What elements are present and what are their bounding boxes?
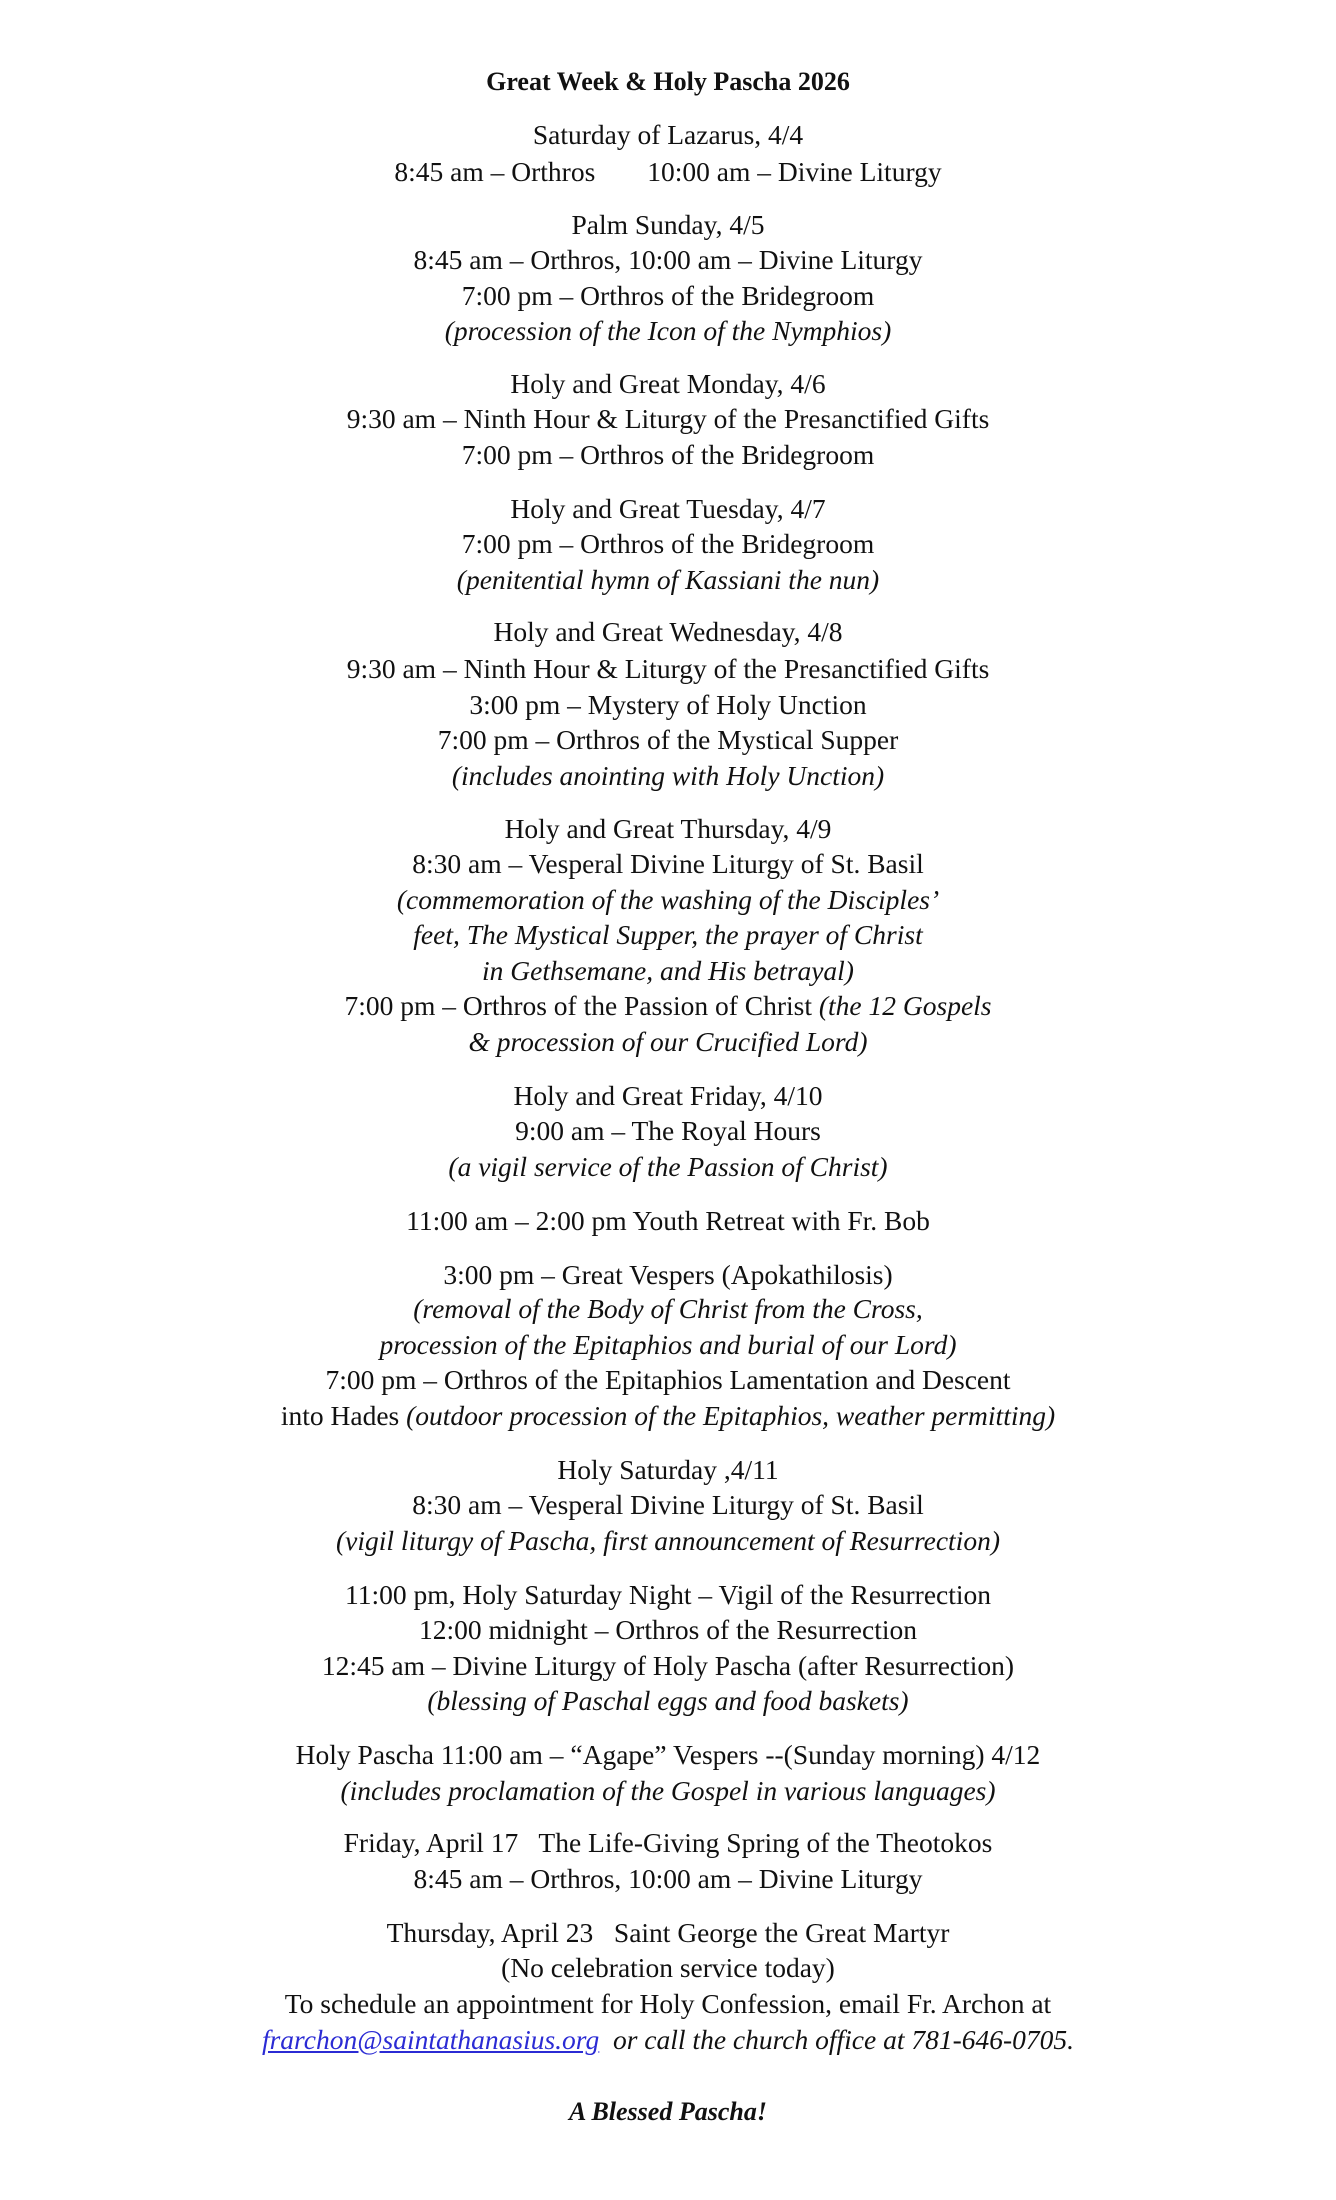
schedule-text: Holy and Great Thursday, 4/9 [504, 813, 832, 844]
schedule-text: 10:00 am – Divine Liturgy [647, 156, 942, 187]
schedule-text: Holy and Great Monday, 4/6 [510, 368, 826, 399]
schedule-text: Friday, April 17 The Life-Giving Spring of the Theotokos [343, 1827, 993, 1858]
schedule-text: 3:00 pm – Mystery of Holy Unction [469, 689, 867, 720]
schedule-text: 7:00 pm – Orthros of the Epitaphios Lamentation and Descent [325, 1364, 1011, 1395]
schedule-line [0, 1773, 1336, 1809]
schedule-text: Palm Sunday, 4/5 [571, 209, 765, 240]
service-note: (penitential hymn of Kassiani the nun) [456, 564, 880, 595]
schedule-line [0, 1612, 1336, 1648]
service-note: in Gethsemane, and His betrayal) [482, 955, 854, 986]
schedule-line [0, 1291, 1336, 1327]
schedule-line [0, 526, 1336, 562]
schedule-text: 8:45 am – Orthros [394, 156, 596, 187]
schedule-text: 8:45 am – Orthros, 10:00 am – Divine Liturgy [413, 244, 923, 275]
schedule-line [0, 758, 1336, 794]
schedule-line [0, 1648, 1336, 1684]
schedule-line [0, 1950, 1336, 1986]
service-note: (commemoration of the washing of the Disciples’ [396, 884, 940, 915]
schedule-text: 7:00 pm – Orthros of the Mystical Supper [437, 724, 899, 755]
schedule-text: 9:00 am – The Royal Hours [515, 1115, 821, 1146]
service-note: (procession of the Icon of the Nymphios) [444, 315, 892, 346]
schedule-line [0, 811, 1336, 847]
schedule-line [0, 1149, 1336, 1185]
schedule-line [0, 1683, 1336, 1719]
schedule-line [0, 313, 1336, 349]
schedule-line [0, 953, 1336, 989]
schedule-line [0, 722, 1336, 758]
schedule-text: 7:00 pm – Orthros of the Passion of Christ [344, 990, 819, 1021]
service-note: or call the church office at 781-646-0705. [599, 2024, 1075, 2055]
schedule-text: 8:45 am – Orthros, 10:00 am – Divine Liturgy [413, 1863, 923, 1894]
closing-greeting: A Blessed Pascha! [569, 2097, 767, 2126]
schedule-line [0, 614, 1336, 650]
schedule-line [0, 242, 1336, 278]
schedule-line [0, 1452, 1336, 1488]
schedule-text: 12:45 am – Divine Liturgy of Holy Pascha (after Resurrection) [321, 1650, 1015, 1681]
schedule-line [0, 1024, 1336, 1060]
schedule-line [0, 1523, 1336, 1559]
schedule-text: 8:30 am – Vesperal Divine Liturgy of St. Basil [412, 1489, 924, 1520]
schedule-line [0, 401, 1336, 437]
schedule-line [0, 491, 1336, 527]
schedule-line [0, 366, 1336, 402]
schedule-line [0, 437, 1336, 473]
service-note: & procession of our Crucified Lord) [468, 1026, 868, 1057]
schedule-line [0, 988, 1336, 1024]
schedule-line [0, 1398, 1336, 1434]
service-note: (includes proclamation of the Gospel in various languages) [340, 1775, 996, 1806]
schedule-text: Holy and Great Friday, 4/10 [513, 1080, 823, 1111]
schedule-line [0, 917, 1336, 953]
schedule-line [0, 154, 1336, 190]
service-note: (vigil liturgy of Pascha, first announcement of Resurrection) [336, 1525, 1000, 1556]
schedule-line [0, 1861, 1336, 1897]
schedule-line [0, 1203, 1336, 1239]
schedule-line [0, 687, 1336, 723]
schedule-text: 11:00 pm, Holy Saturday Night – Vigil of the Resurrection [344, 1579, 992, 1610]
schedule-line [0, 207, 1336, 243]
schedule-line [0, 278, 1336, 314]
service-note: (the 12 Gospels [818, 990, 992, 1021]
schedule-line [0, 1362, 1336, 1398]
schedule-text: To schedule an appointment for Holy Confession, email Fr. Archon at [284, 1988, 1052, 2019]
schedule-text: 9:30 am – Ninth Hour & Liturgy of the Presanctified Gifts [346, 403, 990, 434]
schedule-line [0, 1986, 1336, 2022]
service-note: (removal of the Body of Christ from the Cross, [413, 1293, 923, 1324]
schedule-text: 7:00 pm – Orthros of the Bridegroom [461, 528, 875, 559]
schedule-text: Holy and Great Wednesday, 4/8 [493, 616, 843, 647]
schedule-text: 7:00 pm – Orthros of the Bridegroom [461, 439, 875, 470]
service-note: (includes anointing with Holy Unction) [451, 760, 885, 791]
schedule-text: 3:00 pm – Great Vespers (Apokathilosis) [443, 1259, 893, 1290]
schedule-text: 9:30 am – Ninth Hour & Liturgy of the Presanctified Gifts [346, 653, 990, 684]
schedule-text: 7:00 pm – Orthros of the Bridegroom [461, 280, 875, 311]
schedule-text: Saturday of Lazarus, 4/4 [532, 119, 804, 150]
schedule-line [0, 882, 1336, 918]
schedule-line [0, 651, 1336, 687]
service-note: feet, The Mystical Supper, the prayer of Christ [413, 919, 923, 950]
schedule-line [0, 1487, 1336, 1523]
schedule-text: 12:00 midnight – Orthros of the Resurrection [419, 1614, 917, 1645]
schedule-line [0, 846, 1336, 882]
email-link[interactable]: frarchon@saintathanasius.org [261, 2024, 600, 2055]
schedule-text: 8:30 am – Vesperal Divine Liturgy of St. Basil [412, 848, 924, 879]
service-note: procession of the Epitaphios and burial of our Lord) [379, 1329, 957, 1360]
schedule-line [0, 1577, 1336, 1613]
page-title: Great Week & Holy Pascha 2026 [486, 67, 850, 96]
schedule-text: 11:00 am – 2:00 pm Youth Retreat with Fr. Bob [406, 1205, 930, 1236]
schedule-text: Holy Saturday ,4/11 [557, 1454, 779, 1485]
schedule-line [0, 2022, 1336, 2058]
schedule-line [0, 1327, 1336, 1363]
schedule-line [0, 1915, 1336, 1951]
schedule-line [0, 562, 1336, 598]
service-note: (outdoor procession of the Epitaphios, weather permitting) [406, 1400, 1056, 1431]
schedule-text: Thursday, April 23 Saint George the Great Martyr [386, 1917, 950, 1948]
service-note: (a vigil service of the Passion of Christ) [448, 1151, 888, 1182]
schedule-text: Holy Pascha 11:00 am – “Agape” Vespers --(Sunday morning) 4/12 [295, 1739, 1041, 1770]
schedule-text: into Hades [280, 1400, 407, 1431]
service-note: (blessing of Paschal eggs and food baskets) [427, 1685, 909, 1716]
schedule-line [0, 117, 1336, 153]
schedule-text: (No celebration service today) [501, 1952, 835, 1983]
schedule-text: Holy and Great Tuesday, 4/7 [510, 493, 826, 524]
schedule-line [0, 1078, 1336, 1114]
schedule-line [0, 1737, 1336, 1773]
schedule-line [0, 1257, 1336, 1293]
schedule-line [0, 1825, 1336, 1861]
schedule-line [0, 1113, 1336, 1149]
